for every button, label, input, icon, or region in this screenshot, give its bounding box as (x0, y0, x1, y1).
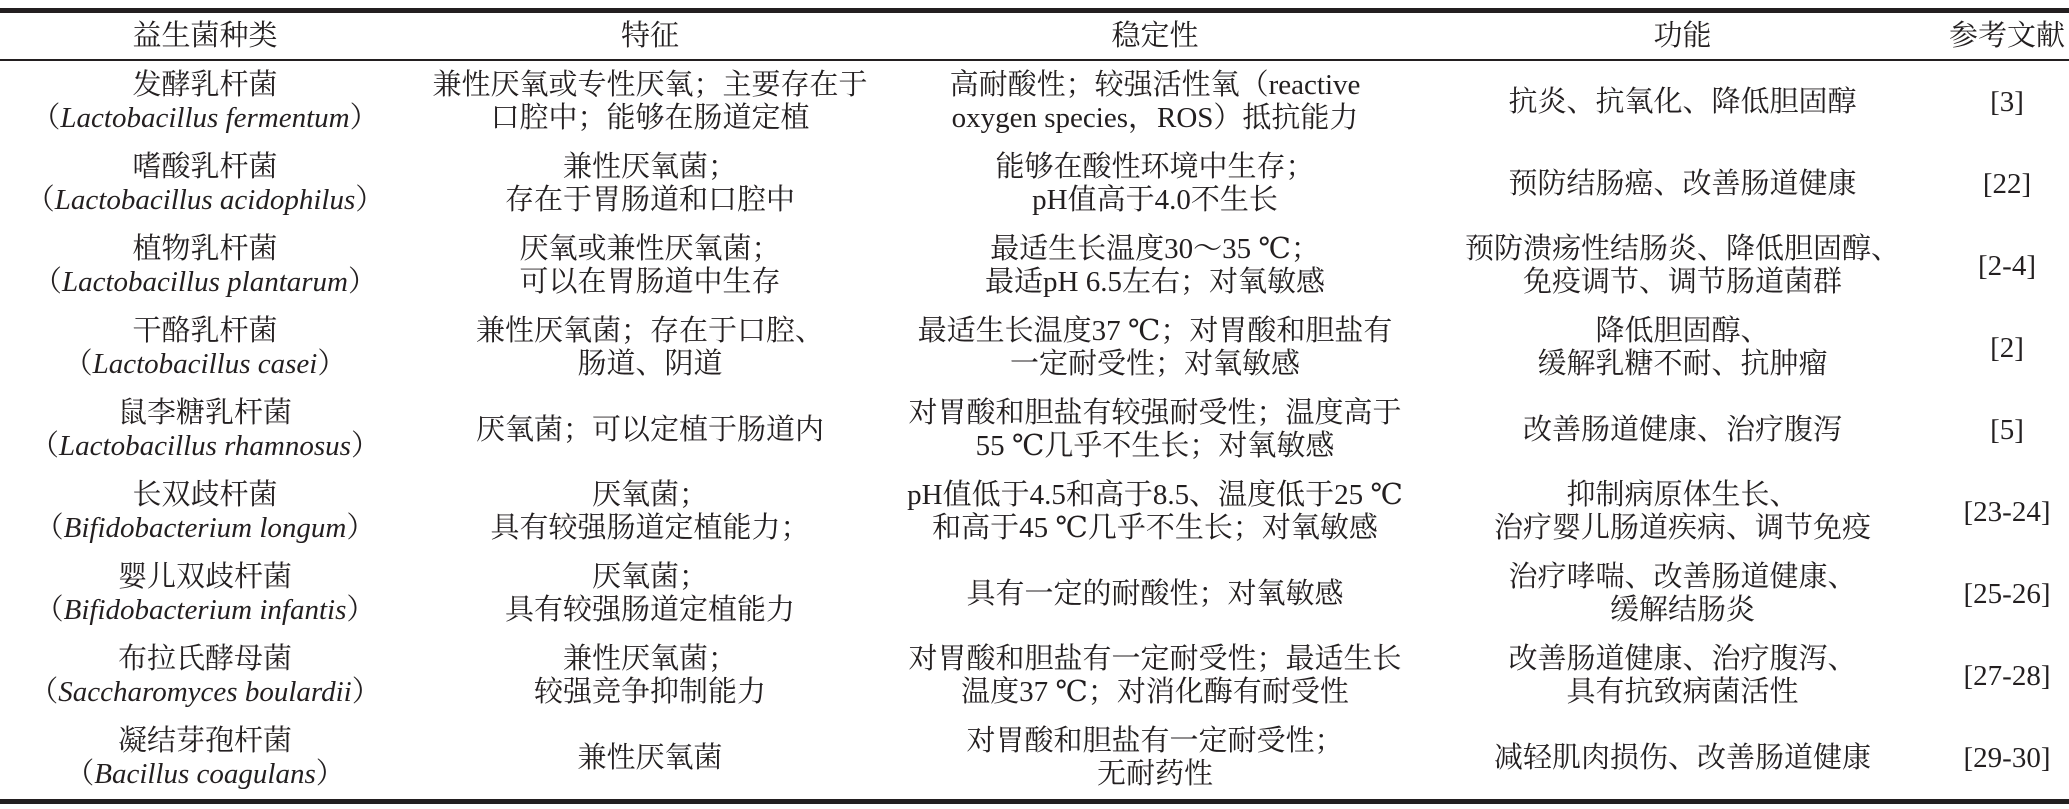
species-cell (0, 471, 410, 553)
species-latin-line: （Bifidobacterium longum） (34, 512, 376, 544)
header-function: 功能 (1420, 11, 1945, 61)
stability-text: 最适生长温度30～35 ℃； (990, 233, 1320, 265)
reference-cell: [2-4] (1978, 249, 2036, 282)
reference-cell: [25-26] (1963, 577, 2051, 610)
feature-text: 肠道、阴道 (577, 348, 723, 380)
stability-cell (890, 225, 1420, 307)
function-text: 改善肠道健康、治疗腹泻 (1522, 413, 1842, 446)
stability-text: 无耐药性 (1096, 758, 1213, 790)
feature-text: 存在于胃肠道和口腔中 (504, 184, 795, 216)
stability-text: 最适pH 6.5左右；对氧敏感 (985, 266, 1325, 298)
feature-cell (410, 225, 890, 307)
table-row (0, 635, 2069, 717)
species-latin-line: （Saccharomyces boulardii） (29, 676, 381, 708)
species-latin-line: （Bacillus coagulans） (65, 758, 345, 790)
stability-cell (890, 717, 1420, 802)
table-body (0, 60, 2069, 802)
species-latin-name: Saccharomyces boulardii (58, 676, 352, 708)
reference-cell: [2] (1990, 331, 2024, 364)
function-cell (1420, 60, 1945, 143)
header-feature: 特征 (410, 11, 890, 61)
reference-cell: [27-28] (1963, 659, 2051, 692)
species-cell (0, 143, 410, 225)
function-text: 抗炎、抗氧化、降低胆固醇 (1508, 85, 1857, 118)
feature-cell (410, 635, 890, 717)
table-header (0, 11, 2069, 61)
species-latin-line: （Bifidobacterium infantis） (34, 594, 376, 626)
species-latin-name: Lactobacillus fermentum (60, 102, 350, 134)
feature-text: 具有较强肠道定植能力 (504, 594, 795, 626)
reference-cell: [23-24] (1963, 495, 2051, 528)
stability-cell (890, 143, 1420, 225)
feature-cell (410, 553, 890, 635)
table-row (0, 471, 2069, 553)
table-row (0, 143, 2069, 225)
function-cell (1420, 471, 1945, 553)
species-latin-name: Bifidobacterium longum (63, 512, 347, 544)
species-chinese-name: 鼠李糖乳杆菌 (117, 397, 292, 429)
species-latin-line: （Lactobacillus acidophilus） (25, 184, 385, 216)
feature-text: 厌氧菌； (591, 479, 708, 511)
function-cell (1420, 389, 1945, 471)
function-text: 治疗婴儿肠道疾病、调节免疫 (1493, 512, 1871, 544)
feature-text: 较强竞争抑制能力 (533, 676, 766, 708)
stability-text: 能够在酸性环境中生存； (995, 151, 1315, 183)
feature-text: 兼性厌氧菌； (562, 643, 737, 675)
function-cell (1420, 717, 1945, 802)
function-text: 改善肠道健康、治疗腹泻、 (1508, 643, 1857, 675)
function-text: 预防结肠癌、改善肠道健康 (1508, 167, 1857, 200)
species-latin-line: （Lactobacillus casei） (63, 348, 347, 380)
species-cell (0, 389, 410, 471)
table-row (0, 389, 2069, 471)
reference-cell: [3] (1990, 85, 2024, 118)
function-cell (1420, 225, 1945, 307)
stability-cell (890, 553, 1420, 635)
stability-text: 55 ℃几乎不生长；对氧敏感 (975, 430, 1335, 462)
stability-cell (890, 471, 1420, 553)
species-chinese-name: 嗜酸乳杆菌 (132, 151, 278, 183)
header-stability: 稳定性 (890, 11, 1420, 61)
species-latin-name: Lactobacillus casei (92, 348, 318, 380)
species-latin-name: Lactobacillus rhamnosus (59, 430, 351, 462)
table-row (0, 60, 2069, 143)
stability-text: oxygen species，ROS）抵抗能力 (951, 102, 1359, 134)
stability-text: 和高于45 ℃几乎不生长；对氧敏感 (932, 512, 1378, 544)
feature-text: 厌氧菌； (591, 561, 708, 593)
stability-text: 最适生长温度37 ℃；对胃酸和胆盐有 (917, 315, 1393, 347)
species-latin-name: Bacillus coagulans (94, 758, 316, 790)
feature-cell (410, 60, 890, 143)
stability-text: 高耐酸性；较强活性氧（reactive (949, 69, 1361, 101)
species-cell (0, 60, 410, 143)
stability-cell (890, 307, 1420, 389)
species-latin-line: （Lactobacillus fermentum） (31, 102, 379, 134)
species-latin-line: （Lactobacillus plantarum） (32, 266, 377, 298)
species-chinese-name: 凝结芽孢杆菌 (117, 725, 292, 757)
stability-text: 温度37 ℃；对消化酶有耐受性 (961, 676, 1349, 708)
species-chinese-name: 发酵乳杆菌 (132, 69, 278, 101)
species-chinese-name: 布拉氏酵母菌 (117, 643, 292, 675)
feature-cell (410, 307, 890, 389)
function-text: 抑制病原体生长、 (1566, 479, 1799, 511)
table-row (0, 717, 2069, 802)
stability-text: 对胃酸和胆盐有较强耐受性；温度高于 (908, 397, 1402, 429)
header-row (0, 11, 2069, 61)
stability-text: pH值低于4.5和高于8.5、温度低于25 ℃ (907, 479, 1403, 511)
species-chinese-name: 植物乳杆菌 (132, 233, 278, 265)
reference-cell: [29-30] (1945, 717, 2069, 802)
stability-text: 一定耐受性；对氧敏感 (1009, 348, 1300, 380)
feature-text: 厌氧菌；可以定植于肠道内 (475, 413, 824, 446)
feature-cell (410, 143, 890, 225)
stability-cell (890, 635, 1420, 717)
stability-text: 具有一定的耐酸性；对氧敏感 (966, 577, 1344, 610)
reference-cell: [5] (1990, 413, 2024, 446)
probiotics-table-container (0, 8, 2069, 804)
stability-text: 对胃酸和胆盐有一定耐受性； (966, 725, 1344, 757)
species-latin-name: Bifidobacterium infantis (63, 594, 347, 626)
feature-cell (410, 717, 890, 802)
feature-text: 兼性厌氧菌； (562, 151, 737, 183)
stability-cell (890, 389, 1420, 471)
stability-text: 对胃酸和胆盐有一定耐受性；最适生长 (908, 643, 1402, 675)
feature-text: 兼性厌氧或专性厌氧；主要存在于 (432, 69, 868, 101)
table-row (0, 553, 2069, 635)
feature-text: 具有较强肠道定植能力； (490, 512, 810, 544)
feature-text: 兼性厌氧菌 (577, 741, 723, 774)
species-latin-line: （Lactobacillus rhamnosus） (30, 430, 380, 462)
function-cell (1420, 143, 1945, 225)
function-text: 缓解结肠炎 (1609, 594, 1755, 626)
feature-text: 口腔中；能够在肠道定植 (490, 102, 810, 134)
function-text: 减轻肌肉损伤、改善肠道健康 (1493, 741, 1871, 774)
function-text: 预防溃疡性结肠炎、降低胆固醇、 (1464, 233, 1900, 265)
function-text: 免疫调节、调节肠道菌群 (1522, 266, 1842, 298)
feature-text: 兼性厌氧菌；存在于口腔、 (475, 315, 824, 347)
feature-text: 厌氧或兼性厌氧菌； (519, 233, 781, 265)
reference-cell: [22] (1982, 167, 2032, 200)
species-cell (0, 635, 410, 717)
species-chinese-name: 长双歧杆菌 (132, 479, 278, 511)
feature-cell (410, 471, 890, 553)
function-cell (1420, 307, 1945, 389)
function-text: 具有抗致病菌活性 (1566, 676, 1799, 708)
species-chinese-name: 干酪乳杆菌 (132, 315, 278, 347)
function-text: 缓解乳糖不耐、抗肿瘤 (1537, 348, 1828, 380)
table-row (0, 225, 2069, 307)
stability-cell (890, 60, 1420, 143)
function-cell (1420, 553, 1945, 635)
species-chinese-name: 婴儿双歧杆菌 (117, 561, 292, 593)
feature-text: 可以在胃肠道中生存 (519, 266, 781, 298)
table-row (0, 307, 2069, 389)
stability-text: pH值高于4.0不生长 (1032, 184, 1278, 216)
probiotics-table (0, 8, 2069, 804)
header-species: 益生菌种类 (0, 11, 410, 61)
species-cell (0, 307, 410, 389)
species-cell (0, 225, 410, 307)
function-text: 降低胆固醇、 (1595, 315, 1770, 347)
function-cell (1420, 635, 1945, 717)
species-cell (0, 717, 410, 802)
feature-cell (410, 389, 890, 471)
header-reference: 参考文献 (1945, 11, 2069, 61)
species-latin-name: Lactobacillus acidophilus (54, 184, 356, 216)
species-cell (0, 553, 410, 635)
function-text: 治疗哮喘、改善肠道健康、 (1508, 561, 1857, 593)
species-latin-name: Lactobacillus plantarum (62, 266, 348, 298)
